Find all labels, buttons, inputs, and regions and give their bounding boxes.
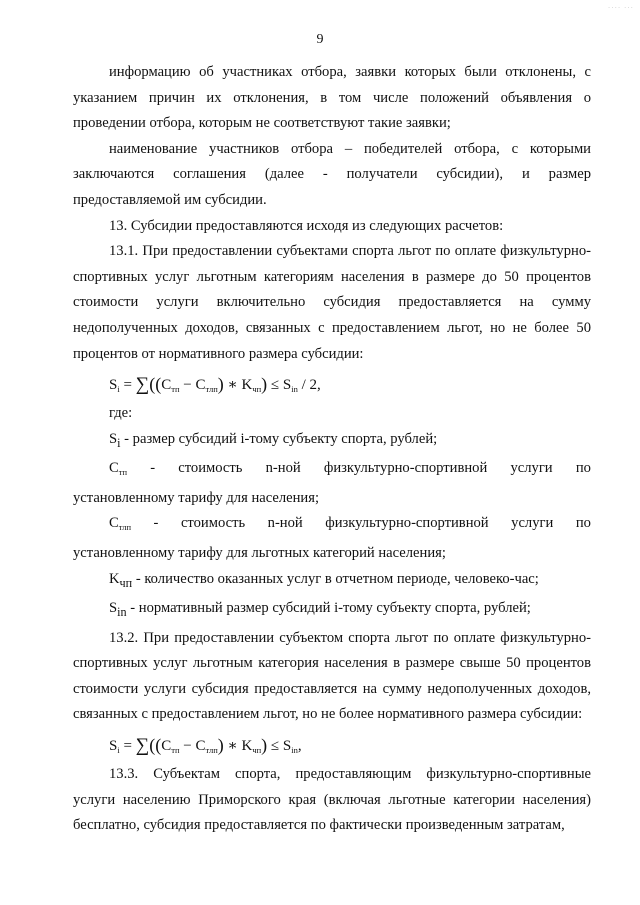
definition-kchn: $K_{чп}$ - количество оказанных услуг в отчетном периоде, человеко-час;: [109, 570, 539, 590]
formula-13-2: $S_i = \sum((C_{тп} - C_{тлп})$ ∗ $K_{чп}) \le S_{in}$,: [109, 734, 302, 756]
paragraph-13-2: 13.2. При предоставлении субъектом спорта льгот по оплате физкультурно-спортивных услуг льготным категория населения в размере свыше 50 процентов стоимости услуги субсидия предоставляется на сумму недополученных доходов, связанных с предоставлением льгот, но не более нормативного размера субсидии:: [73, 629, 591, 723]
paragraph-winners: наименование участников отбора – победителей отбора, с которыми заключаются соглашения (далее - получатели субсидии), и размер предоставляемой им субсидии.: [73, 140, 591, 208]
definition-ctn-continued: установленному тарифу для населения;: [73, 489, 320, 506]
definition-ctln: $C_{тлп}$ - стоимость n-ной физкультурно-спортивной услуги по: [109, 515, 591, 533]
formula-13-1: $S_i = \sum((C_{тп} - C_{тлп})$ ∗ $K_{чп}) \le S_{in} / 2$,: [109, 374, 321, 396]
document-body: [73, 60, 591, 839]
page-number: 9: [316, 32, 324, 47]
definition-ctln-continued: установленному тарифу для льготных категорий населения;: [73, 545, 446, 561]
definition-si: $S_i$ - размер субсидий i-тому субъекту спорта, рублей;: [109, 430, 438, 450]
definition-ctn: $C_{тп}$ - стоимость n-ной физкультурно-спортивной услуги по: [109, 460, 591, 478]
paragraph-rejected-participants: информацию об участниках отбора, заявки которых были отклонены, с указанием причин их отклонения, в том числе положений объявления о проведении отбора, которым не соответствуют такие заявки;: [73, 64, 591, 132]
corner-mark: ···· ···: [607, 4, 634, 12]
paragraph-13: 13. Субсидии предоставляются исходя из следующих расчетов:: [109, 217, 504, 234]
where-label: где:: [109, 405, 133, 422]
definition-sin: $S_{in}$ - нормативный размер субсидий i-тому субъекту спорта, рублей;: [109, 600, 531, 619]
paragraph-13-1: 13.1. При предоставлении субъектами спорта льгот по оплате физкультурно-спортивных услуг льготным категориям населения в размере до 50 процентов стоимости услуги включительно субсидия предоставляется на сумму недополученных доходов, связанных с предоставлением льгот, но не более 50 процентов от нормативного размера субсидии:: [73, 243, 591, 362]
paragraph-13-3: 13.3. Субъектам спорта, предоставляющим физкультурно-спортивные услуги населению Приморского края (включая льготные категории населения) бесплатно, субсидия предоставляется по фактически произведенным затратам,: [73, 765, 591, 834]
